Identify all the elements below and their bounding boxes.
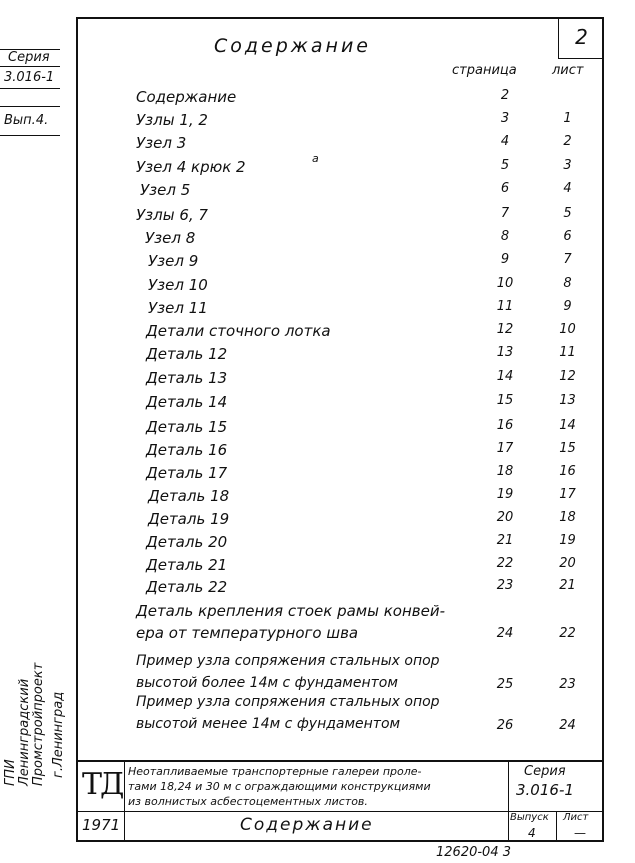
row-title: Узел 5 <box>140 181 191 199</box>
row-title-line: Пример узла сопряжения стальных опор <box>136 653 440 669</box>
row-sheet-number: 7 <box>563 252 572 267</box>
title-block-top-line <box>76 760 604 762</box>
row-sheet-number: 24 <box>559 718 576 733</box>
row-sheet-number: 11 <box>559 345 576 360</box>
row-title: Узел 9 <box>148 252 199 270</box>
contents-row <box>0 464 635 488</box>
row-title: Узел 3 <box>136 134 187 152</box>
contents-row <box>0 533 635 557</box>
row-title-line: высотой более 14м с фундаментом <box>136 675 398 691</box>
row-title-line: высотой менее 14м с фундаментом <box>136 716 401 732</box>
column-header-page: страница <box>452 63 517 78</box>
row-title: Узел 11 <box>148 299 208 317</box>
title-block-issue-label: Выпуск <box>510 812 549 823</box>
contents-row <box>0 88 635 112</box>
row-title: Узел 4 крюк 2 <box>136 158 246 176</box>
contents-row <box>0 393 635 417</box>
title-block-series-value: 3.016-1 <box>516 781 574 799</box>
row-title: Деталь 17 <box>146 464 228 482</box>
row-sheet-number: 5 <box>563 206 572 221</box>
contents-row <box>0 487 635 511</box>
row-page-number: 19 <box>496 487 514 502</box>
contents-row <box>0 152 635 182</box>
title-block-divider-2 <box>508 760 509 842</box>
row-title: Деталь 14 <box>146 393 228 411</box>
row-page-number: 3 <box>500 111 510 126</box>
title-block-year: 1971 <box>82 816 121 834</box>
contents-row <box>0 276 635 300</box>
row-page-number: 23 <box>496 578 514 593</box>
row-page-number: 21 <box>496 533 514 548</box>
row-page-number: 6 <box>500 181 510 196</box>
row-sheet-number: 20 <box>559 556 576 571</box>
contents-row <box>0 252 635 276</box>
row-page-number: 12 <box>496 322 514 337</box>
row-title: Узлы 1, 2 <box>136 111 208 129</box>
contents-multiline-row <box>0 694 635 742</box>
row-title: Деталь 13 <box>146 369 228 387</box>
row-title: Детали сточного лотка <box>146 322 331 340</box>
row-sheet-number: 4 <box>563 181 572 196</box>
row-sheet-number: 2 <box>563 134 572 149</box>
description-line-3: из волнистых асбестоцементных листов. <box>128 795 368 808</box>
side-issue: Вып.4. <box>4 113 49 128</box>
row-sheet-number: 14 <box>559 418 576 433</box>
row-page-number: 7 <box>500 206 510 221</box>
contents-row <box>0 578 635 602</box>
row-title: Узел 8 <box>145 229 196 247</box>
contents-row <box>0 345 635 369</box>
description-line-2: тами 18,24 и 30 м с ограждающими конструкциями <box>128 780 431 793</box>
row-sheet-number: 19 <box>559 533 576 548</box>
side-series-value: 3.016-1 <box>4 70 55 85</box>
contents-row <box>0 229 635 253</box>
row-page-number: 24 <box>496 626 514 641</box>
title-block-divider-3 <box>556 811 557 842</box>
title-block-sheet-value: — <box>574 826 586 840</box>
row-title: Деталь 22 <box>146 578 228 596</box>
row-sheet-number: 21 <box>559 578 576 593</box>
row-sheet-number: 15 <box>559 441 576 456</box>
side-line-2 <box>0 66 60 67</box>
row-page-number: 5 <box>500 158 510 173</box>
org-line-4: г.Ленинград <box>51 691 66 778</box>
title-block-description <box>128 764 431 809</box>
contents-multiline-row <box>0 602 635 650</box>
row-page-number: 11 <box>496 299 514 314</box>
row-title: Узел 10 <box>148 276 208 294</box>
row-sheet-number: 8 <box>563 276 572 291</box>
column-header-sheet: лист <box>552 63 584 78</box>
footer-code: 12620-04 3 <box>436 845 511 860</box>
row-page-number: 13 <box>496 345 514 360</box>
row-page-number: 17 <box>496 441 514 456</box>
contents-row <box>0 369 635 393</box>
row-page-number: 8 <box>500 229 510 244</box>
contents-row <box>0 441 635 465</box>
title-block-divider-1 <box>124 760 125 842</box>
org-line-2: Ленинградский <box>17 678 32 786</box>
row-sheet-number: 22 <box>559 626 576 641</box>
row-page-number: 2 <box>500 88 510 103</box>
row-title: Деталь 18 <box>148 487 230 505</box>
row-sheet-number: 9 <box>563 299 572 314</box>
contents-row <box>0 322 635 346</box>
row-title-line: Деталь крепления стоек рамы конвей- <box>136 602 445 620</box>
row-title: Деталь 19 <box>148 510 230 528</box>
row-page-number: 10 <box>496 276 514 291</box>
row-page-number: 20 <box>496 510 514 525</box>
row-title: Узлы 6, 7 <box>136 206 208 224</box>
contents-row <box>0 556 635 580</box>
row-page-number: 9 <box>500 252 510 267</box>
title-block-sheet-label: Лист <box>563 812 589 823</box>
page-title: Содержание <box>214 35 371 57</box>
side-series-label: Серия <box>8 50 50 65</box>
row-title: Деталь 21 <box>146 556 228 574</box>
row-sheet-number: 6 <box>563 229 572 244</box>
contents-row <box>0 181 635 205</box>
row-sheet-number: 17 <box>559 487 576 502</box>
row-superscript: а <box>312 152 319 165</box>
sheet-number: 2 <box>558 17 604 59</box>
row-sheet-number: 12 <box>559 369 576 384</box>
row-sheet-number: 23 <box>559 677 576 692</box>
title-block-issue-value: 4 <box>528 826 536 840</box>
row-page-number: 15 <box>496 393 514 408</box>
row-sheet-number: 1 <box>563 111 572 126</box>
org-line-3: Промстройпроект <box>31 662 46 786</box>
row-sheet-number: 3 <box>563 158 572 173</box>
row-title: Деталь 20 <box>146 533 228 551</box>
title-block-sheet-title: Содержание <box>240 815 374 835</box>
row-title: Деталь 15 <box>146 418 228 436</box>
description-line-1: Неотапливаемые транспортерные галереи проле- <box>128 765 422 778</box>
contents-row <box>0 510 635 534</box>
org-line-1: ГПИ <box>3 759 18 786</box>
row-page-number: 4 <box>500 134 510 149</box>
row-title-line: ера от температурного шва <box>136 624 359 642</box>
contents-row <box>0 299 635 323</box>
row-title-line: Пример узла сопряжения стальных опор <box>136 694 440 710</box>
title-block-series-label: Серия <box>524 764 566 779</box>
row-sheet-number: 10 <box>559 322 576 337</box>
row-title: Содержание <box>136 88 237 106</box>
row-sheet-number: 13 <box>559 393 576 408</box>
row-page-number: 14 <box>496 369 514 384</box>
row-sheet-number: 18 <box>559 510 576 525</box>
row-sheet-number: 16 <box>559 464 576 479</box>
row-page-number: 25 <box>496 677 514 692</box>
row-title: Деталь 12 <box>146 345 228 363</box>
contents-row <box>0 111 635 135</box>
contents-row <box>0 418 635 442</box>
row-page-number: 22 <box>496 556 514 571</box>
row-title: Деталь 16 <box>146 441 228 459</box>
row-page-number: 26 <box>496 718 514 733</box>
row-page-number: 16 <box>496 418 514 433</box>
td-logo: ТД <box>82 767 123 802</box>
row-page-number: 18 <box>496 464 514 479</box>
contents-row <box>0 206 635 230</box>
